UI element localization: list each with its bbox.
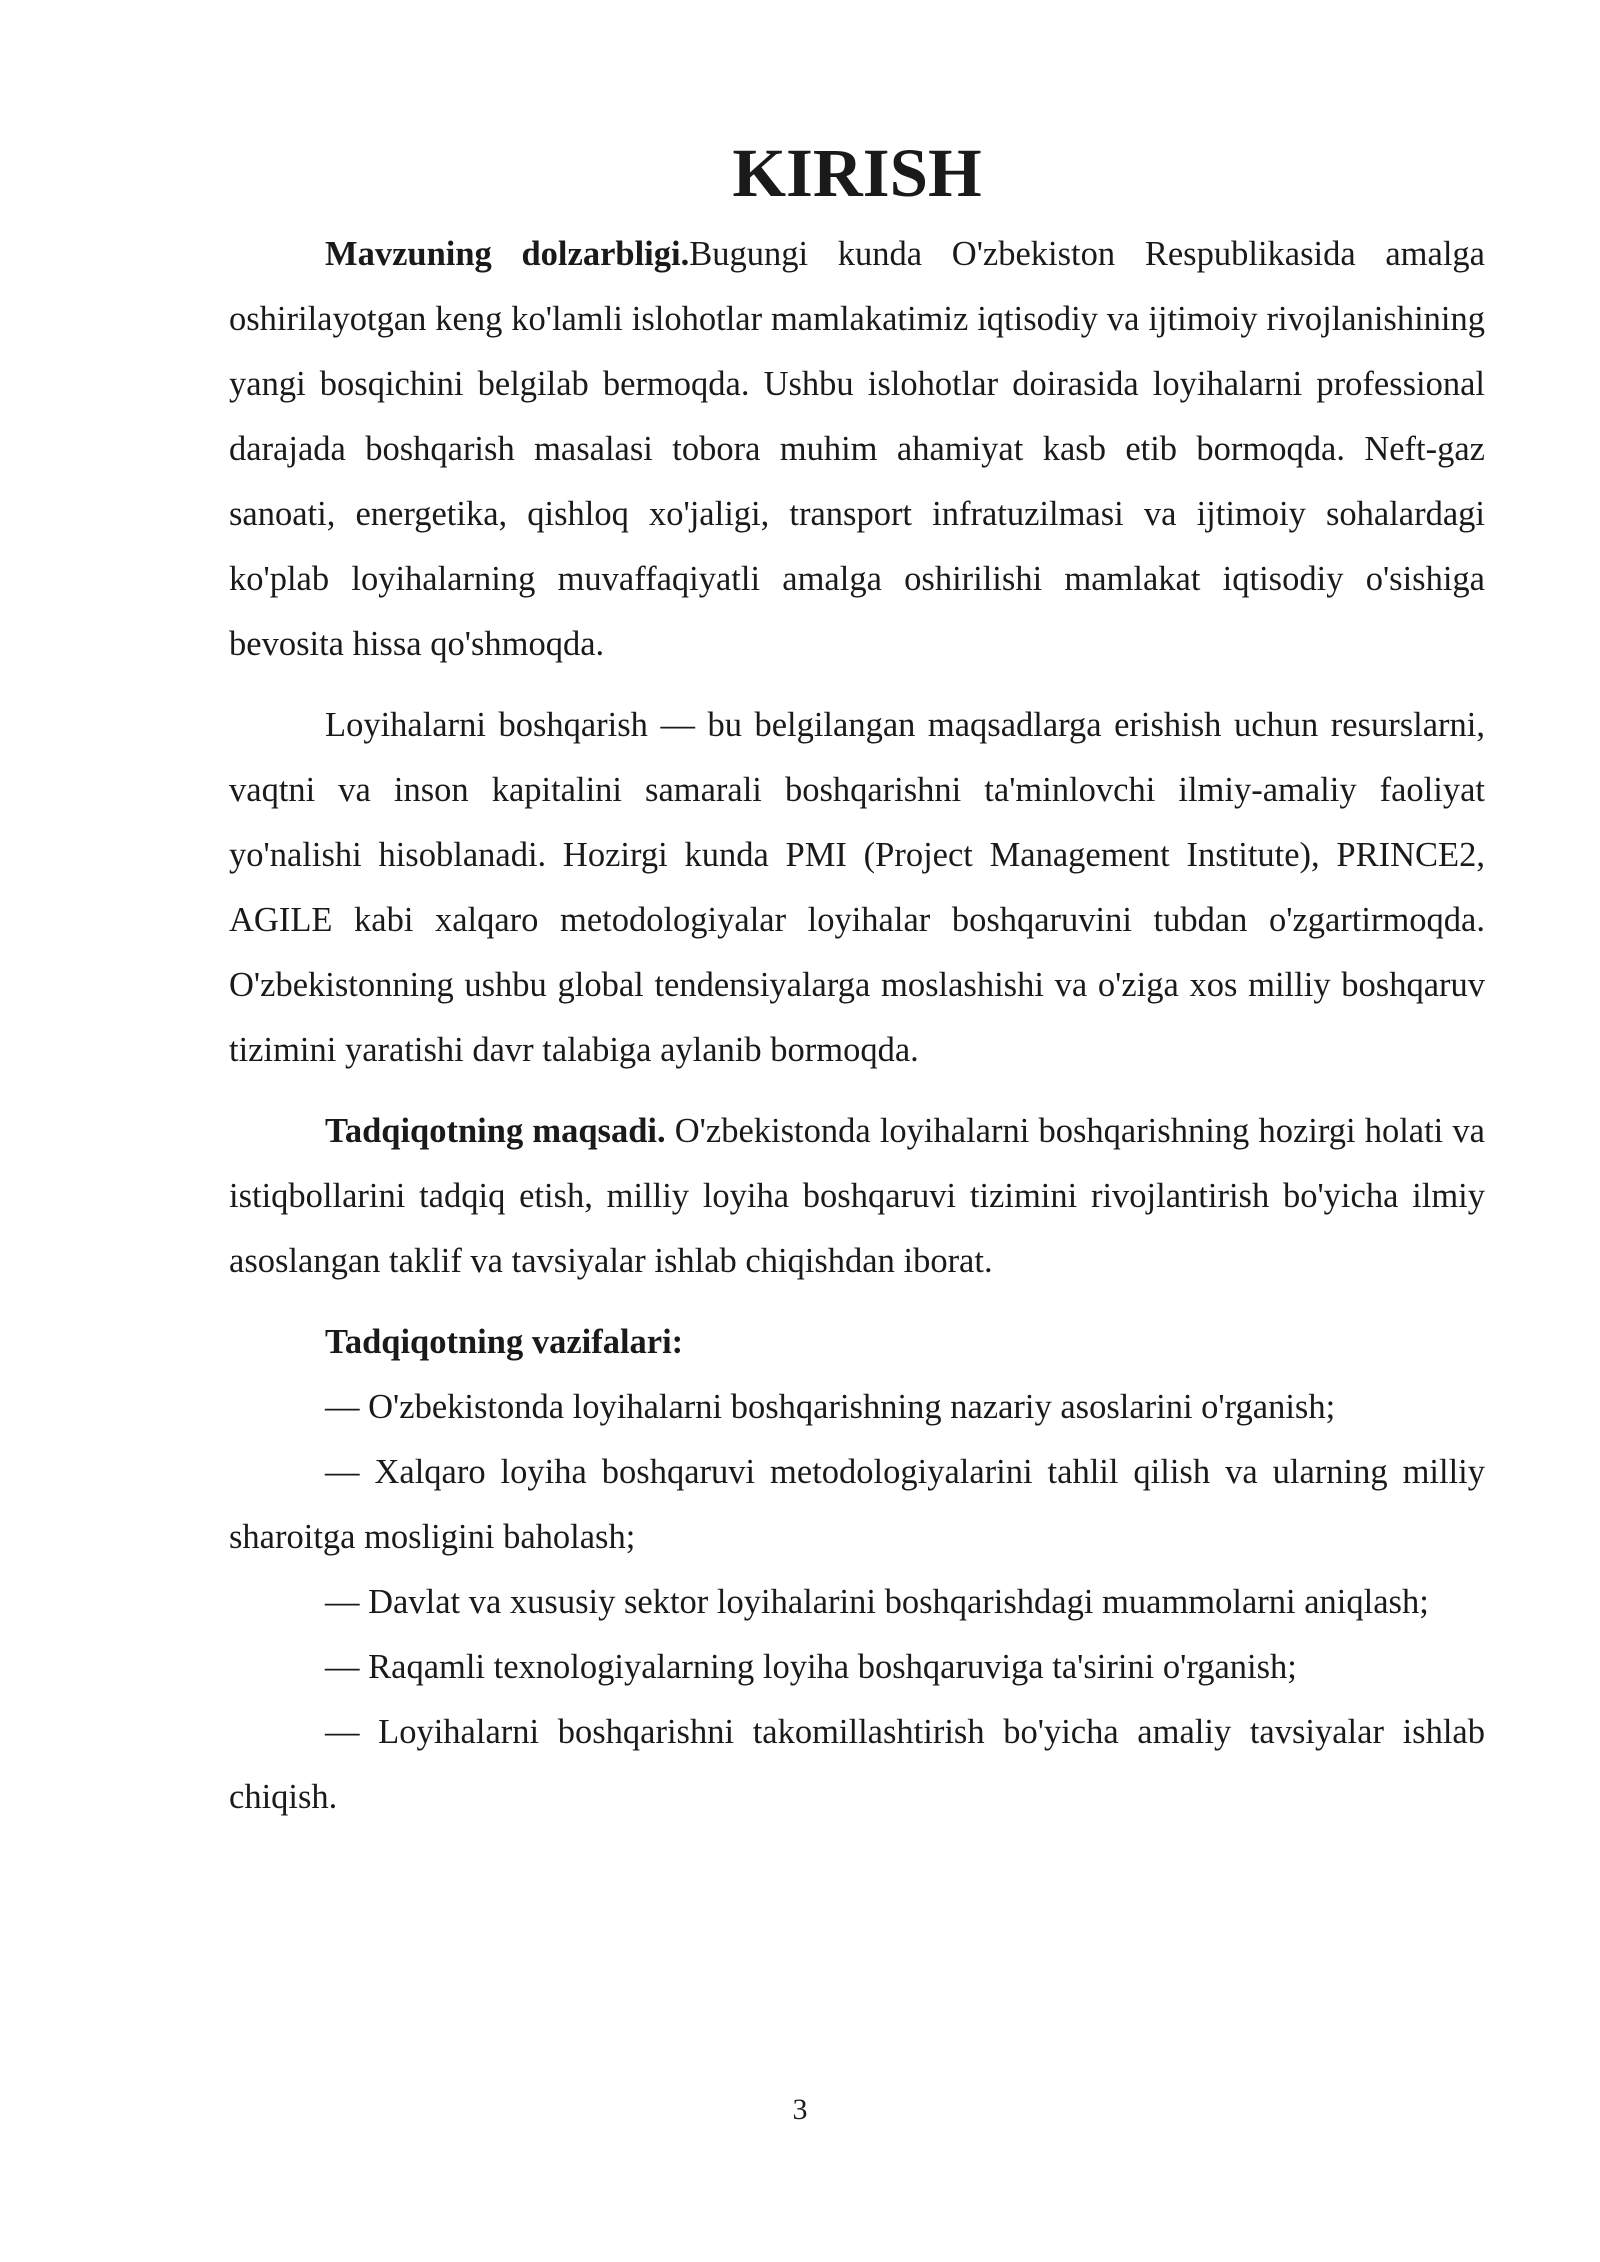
task-item: — O'zbekistonda loyihalarni boshqarishning nazariy asoslarini o'rganish; [325, 1388, 1336, 1426]
paragraph-goal [229, 1099, 1485, 1294]
page-content [229, 135, 1485, 1830]
task-item: — Xalqaro loyiha boshqaruvi metodologiyalarini tahlil qilish va ularning milliy sharoitga mosligini baholash; [229, 1453, 1485, 1556]
paragraph-definition [229, 693, 1485, 1083]
task-item: — Davlat va xususiy sektor loyihalarini boshqarishdagi muammolarni aniqlash; [325, 1583, 1429, 1621]
paragraph-text: Loyihalarni boshqarish — bu belgilangan maqsadlarga erishish uchun resurslarni, vaqtni va inson kapitalini samarali boshqarishni ta'minlovchi ilmiy-amaliy faoliyat yo'nalishi hisoblanadi. Hozirgi kunda PMI (Project Management Institute), PRINCE2, AGILE kabi xalqaro metodologiyalar loyihalar boshqaruvini tubdan o'zgartirmoqda. O'zbekistonning ushbu global tendensiyalarga moslashishi va o'ziga xos milliy boshqaruv tizimini yaratishi davr talabiga aylanib bormoqda. [229, 706, 1485, 1069]
tasks-heading: Tadqiqotning vazifalari: [325, 1323, 684, 1361]
paragraph-relevance [229, 222, 1485, 677]
page-number: 3 [792, 2093, 808, 2126]
paragraph-text: Bugungi kunda O'zbekiston Respublikasida amalga oshirilayotgan keng ko'lamli islohotlar mamlakatimiz iqtisodiy va ijtimoiy rivojlanishining yangi bosqichini belgilab bermoqda. Ushbu islohotlar doirasida loyihalarni professional darajada boshqarish masalasi tobora muhim ahamiyat kasb etib bormoqda. Neft-gaz sanoati, energetika, qishloq xo'jaligi, transport infratuzilmasi va ijtimoiy sohalardagi ko'plab loyihalarning muvaffaqiyatli amalga oshirilishi mamlakat iqtisodiy o'sishiga bevosita hissa qo'shmoqda. [229, 235, 1485, 663]
task-item: — Raqamli texnologiyalarning loyiha boshqaruviga ta'sirini o'rganish; [325, 1648, 1297, 1686]
paragraph-lead: Mavzuning dolzarbligi. [325, 235, 690, 273]
paragraph-text: O'zbekistonda loyihalarni boshqarishning hozirgi holati va istiqbollarini tadqiq etish, milliy loyiha boshqaruvi tizimini rivojlantirish bo'yicha ilmiy asoslangan taklif va tavsiyalar ishlab chiqishdan iborat. [229, 1112, 1485, 1280]
page-title: KIRISH [732, 135, 982, 211]
task-item: — Loyihalarni boshqarishni takomillashtirish bo'yicha amaliy tavsiyalar ishlab chiqish. [229, 1713, 1485, 1816]
paragraph-lead: Tadqiqotning maqsadi. [325, 1112, 666, 1150]
